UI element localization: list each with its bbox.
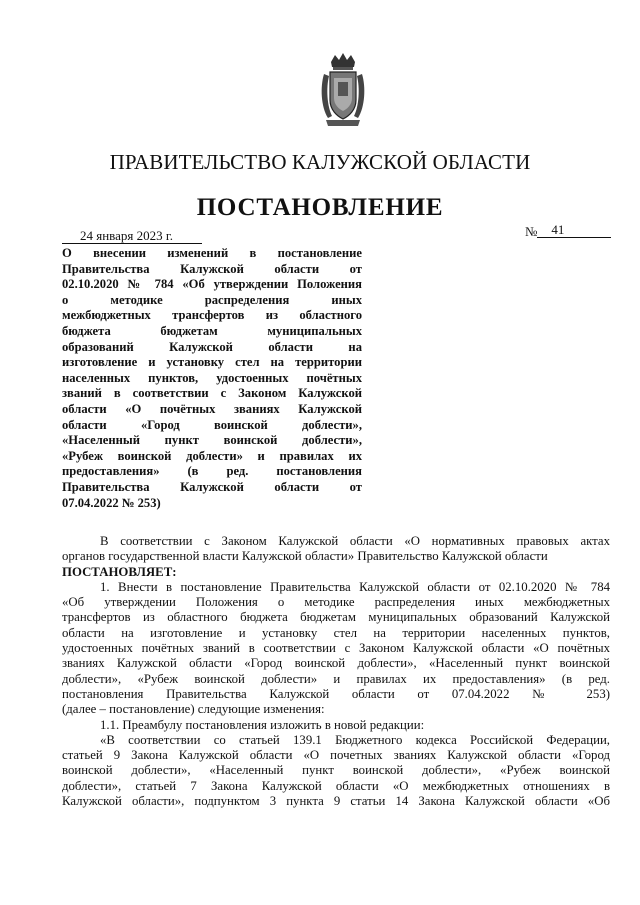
government-title: ПРАВИТЕЛЬСТВО КАЛУЖСКОЙ ОБЛАСТИ: [109, 150, 531, 174]
coat-of-arms-emblem: [318, 52, 368, 130]
subject-line: бюджета бюджетам муниципальных: [62, 323, 362, 338]
subject-line: «Населенный пункт воинской доблести»,: [62, 433, 362, 448]
resolves-heading: ПОСТАНОВЛЯЕТ:: [62, 564, 177, 579]
subject-line: «Рубеж воинской доблести» и правилах их: [62, 448, 362, 463]
clause-line: (далее – постановление) следующие изменения:: [62, 702, 325, 717]
subject-line: званий в соответствии с Законом Калужской: [62, 386, 362, 401]
quote-continuation: [62, 748, 610, 809]
document-subject: [62, 246, 362, 511]
subject-line: 07.04.2022 № 253): [62, 495, 161, 510]
subject-line: Правительства Калужской области от: [62, 479, 362, 494]
subject-line: образований Калужской области на: [62, 339, 362, 354]
document-number: 41: [537, 222, 611, 238]
document-number-block: [525, 224, 611, 240]
subject-line: Правительства Калужской области от: [62, 261, 362, 276]
document-body: [62, 534, 610, 809]
clause-1-continuation: [62, 595, 610, 717]
clause-1-1-paragraph: 1.1. Преамбулу постановления изложить в новой редакции:: [100, 717, 425, 732]
clause-line: доблести», «Рубеж воинской доблести» и правилах их предоставления» (в ред.: [62, 671, 610, 686]
document-type-heading: ПОСТАНОВЛЕНИЕ: [196, 194, 444, 221]
clause-line: постановления Правительства Калужской области от 07.04.2022 № 253): [62, 686, 610, 701]
subject-line: межбюджетных трансфертов из областного: [62, 308, 362, 323]
subject-line: области «О почётных званиях Калужской: [62, 401, 362, 416]
clause-line: трансфертов из областного бюджета бюджетам муниципальных образований Калужской: [62, 610, 610, 625]
clause-line: званиях Калужской области «Город воинской доблести», «Населенный пункт воинской: [62, 656, 610, 671]
quote-line: «В соответствии со статьей 139.1 Бюджетного кодекса Российской Федерации,: [100, 732, 610, 747]
quote-line: доблести», статьей 7 Закона Калужской области «О межбюджетных отношениях в: [62, 778, 610, 793]
clause-line: 1. Внести в постановление Правительства Калужской области от 02.10.2020 № 784: [100, 579, 610, 594]
subject-line: области «Город воинской доблести»,: [62, 417, 362, 432]
subject-line: предоставления» (в ред. постановления: [62, 464, 362, 479]
subject-line: 02.10.2020 № 784 «Об утверждении Положения: [62, 277, 362, 292]
clause-line: удостоенных почётных званий в соответствии с Законом Калужской области «О почётных: [62, 641, 610, 656]
preamble-line: органов государственной власти Калужской области» Правительство Калужской области: [62, 549, 548, 564]
clause-line: «Об утверждении Положения о методике распределения иных межбюджетных: [62, 595, 610, 610]
quote-line: воинской доблести», «Населенный пункт воинской доблести», «Рубеж воинской: [62, 763, 610, 778]
preamble-paragraph: [62, 534, 610, 549]
quote-paragraph: [62, 733, 610, 748]
number-label: №: [525, 224, 538, 239]
subject-line: О внесении изменений в постановление: [62, 246, 362, 260]
subject-line: населенных пунктов, удостоенных почётных: [62, 370, 362, 385]
subject-line: о методике распределения иных: [62, 292, 362, 307]
clause-1-paragraph: [62, 580, 610, 595]
clause-line: области на изготовление и установку стел на территории населенных пунктов,: [62, 625, 610, 640]
preamble-continuation: [62, 549, 610, 564]
subject-line: изготовление и установку стел на территории: [62, 355, 362, 370]
document-date: 24 января 2023 г.: [62, 228, 202, 244]
quote-line: статьей 9 Закона Калужской области «О почетных званиях Калужской области «Город: [62, 748, 610, 763]
preamble-line: В соответствии с Законом Калужской области «О нормативных правовых актах: [100, 534, 610, 548]
quote-line: Калужской области», подпунктом 3 пункта 9 статьи 14 Закона Калужской области «Об: [62, 794, 610, 809]
